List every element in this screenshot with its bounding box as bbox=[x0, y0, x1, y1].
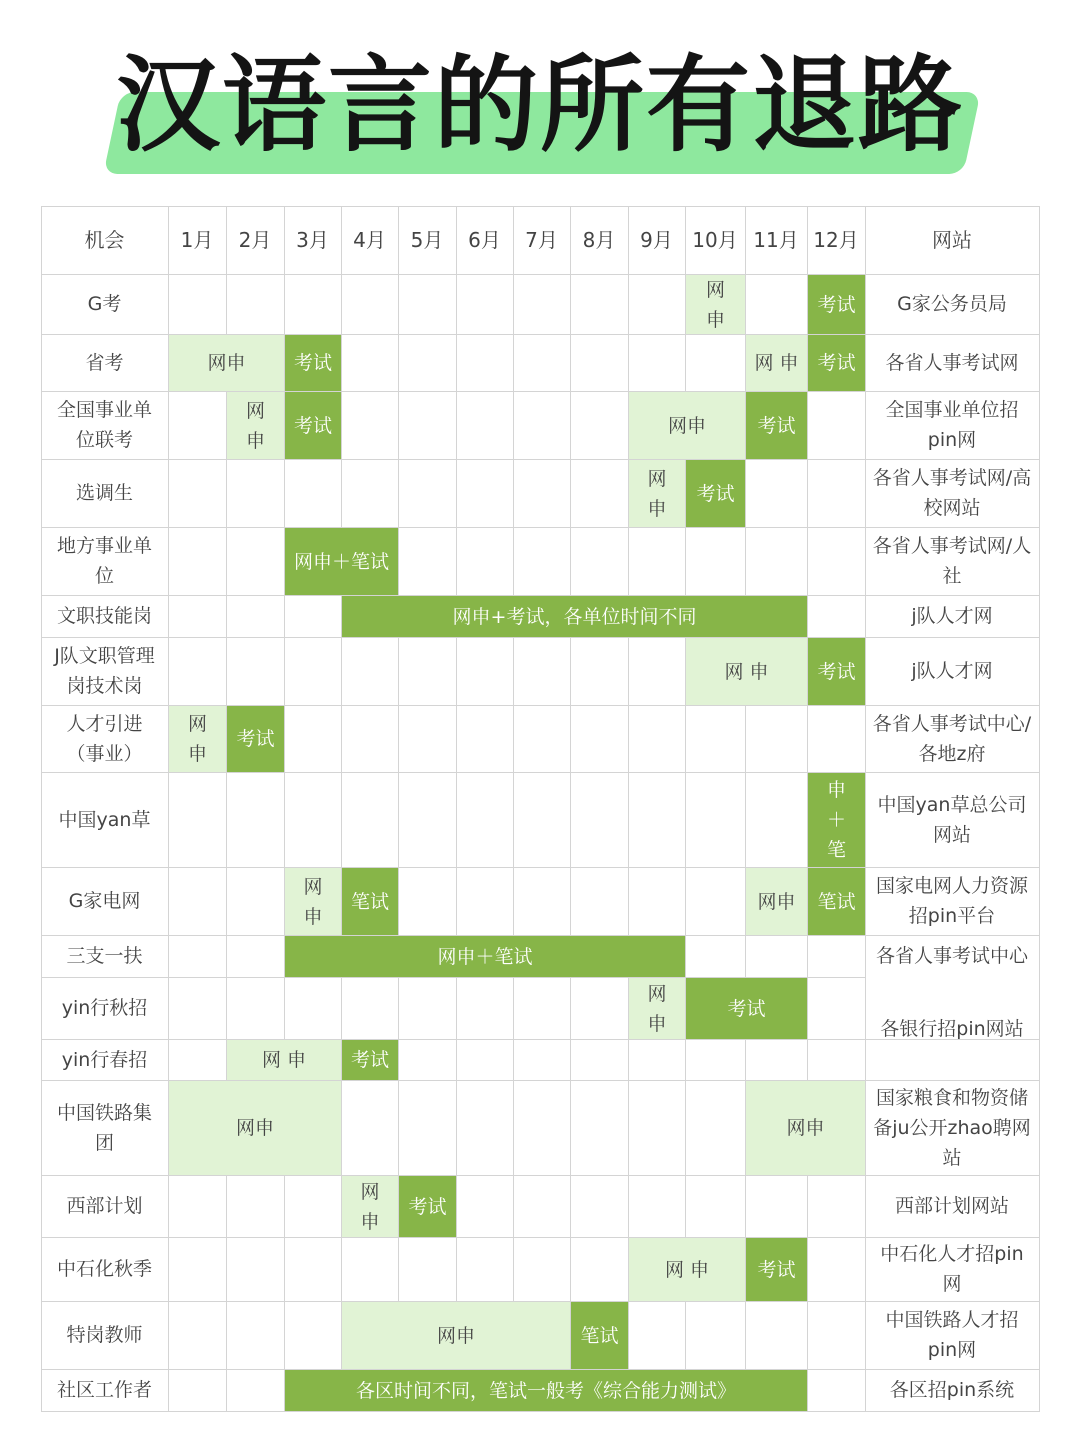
exam-bar: 考试 bbox=[808, 335, 865, 391]
grid-line bbox=[41, 391, 1040, 392]
exam-bar: 考试 bbox=[808, 275, 865, 334]
apply-bar: 网 申 bbox=[227, 1040, 341, 1080]
grid-line bbox=[41, 206, 1040, 207]
grid-line bbox=[41, 1175, 1040, 1176]
row-name: 特岗教师 bbox=[66, 1324, 143, 1346]
row-name: G家电网 bbox=[68, 890, 141, 912]
apply-bar: 网申 bbox=[629, 460, 685, 527]
apply-bar: 网申 bbox=[169, 1081, 341, 1175]
header-website: 网站 bbox=[932, 228, 972, 252]
row-name: 社区工作者 bbox=[56, 1379, 152, 1401]
apply-bar: 网 申 bbox=[629, 1238, 745, 1301]
exam-bar: 考试 bbox=[808, 638, 865, 705]
exam-bar: 考试 bbox=[285, 335, 341, 391]
exam-bar: 笔试 bbox=[571, 1302, 628, 1369]
apply-bar: 网申 bbox=[169, 335, 284, 391]
row-website: j队人才网 bbox=[911, 660, 993, 682]
exam-bar: 考试 bbox=[686, 978, 807, 1039]
row-website: 中国铁路人才招pin网 bbox=[885, 1309, 1019, 1361]
row-name: 地方事业单位 bbox=[56, 535, 152, 587]
header-month: 2月 bbox=[238, 228, 272, 252]
row-website: 各省人事考试网/人社 bbox=[872, 535, 1032, 587]
grid-line bbox=[41, 527, 1040, 528]
row-name: 三支一扶 bbox=[66, 945, 143, 967]
row-website: 各省人事考试网 bbox=[885, 351, 1019, 374]
exam-bar: 考试 bbox=[227, 706, 284, 772]
row-website: j队人才网 bbox=[911, 605, 993, 627]
exam-bar: 考试 bbox=[746, 392, 807, 459]
exam-bar: 各区时间不同，笔试一般考《综合能力测试》 bbox=[285, 1370, 807, 1411]
exam-bar: 考试 bbox=[746, 1238, 807, 1301]
row-website: 各省人事考试中心 bbox=[875, 945, 1028, 967]
row-website: 国家电网人力资源招pin平台 bbox=[875, 875, 1028, 927]
exam-bar: 考试 bbox=[686, 460, 745, 527]
row-name: 文职技能岗 bbox=[56, 605, 152, 627]
grid-line bbox=[1039, 206, 1040, 1412]
grid-line bbox=[41, 637, 1040, 638]
exam-bar: 笔试 bbox=[342, 868, 398, 935]
grid-line bbox=[865, 206, 866, 1412]
apply-bar: 网申 bbox=[227, 392, 284, 459]
header-month: 8月 bbox=[582, 228, 616, 252]
header-month: 4月 bbox=[353, 228, 386, 252]
exam-bar: 网申+考试，各单位时间不同 bbox=[342, 596, 807, 637]
grid-line bbox=[685, 206, 686, 1412]
apply-bar: 网申 bbox=[169, 706, 226, 772]
apply-bar: 网申 bbox=[285, 868, 341, 935]
grid-line bbox=[41, 274, 1040, 275]
exam-bar: 网申＋笔试 bbox=[285, 528, 398, 595]
apply-bar: 网申 bbox=[342, 1176, 398, 1237]
row-name: 中国铁路集团 bbox=[56, 1101, 152, 1154]
row-website: G家公务员局 bbox=[897, 293, 1007, 315]
header-month: 5月 bbox=[410, 228, 444, 252]
exam-bar: 考试 bbox=[285, 392, 341, 459]
row-name: G考 bbox=[87, 293, 122, 315]
apply-bar: 网 申 bbox=[686, 275, 745, 334]
exam-bar: 考试 bbox=[399, 1176, 456, 1237]
row-website: 各省人事考试中心/各地z府 bbox=[872, 712, 1032, 765]
row-name: J队文职管理岗技术岗 bbox=[54, 645, 155, 697]
apply-bar: 网申 bbox=[342, 1302, 570, 1369]
row-name: yin行秋招 bbox=[61, 997, 148, 1019]
grid-line bbox=[570, 206, 571, 1412]
header-month: 9月 bbox=[640, 228, 673, 252]
grid-line bbox=[41, 772, 1040, 773]
row-name: 人才引进（事业） bbox=[66, 712, 143, 765]
apply-bar: 网申 bbox=[629, 978, 685, 1039]
row-website: 全国事业单位招pin网 bbox=[885, 399, 1019, 451]
row-website: 国家粮食和物资储备ju公开zhao聘网站 bbox=[873, 1086, 1031, 1169]
header-month: 3月 bbox=[296, 228, 329, 252]
apply-bar: 网 申 bbox=[686, 638, 807, 705]
grid-line bbox=[41, 459, 1040, 460]
header-month: 11月 bbox=[753, 228, 799, 252]
grid-line bbox=[41, 206, 42, 1412]
page-title: 汉语言的所有退路 bbox=[115, 44, 964, 166]
row-name: 西部计划 bbox=[66, 1195, 143, 1217]
row-name: 中石化秋季 bbox=[56, 1258, 152, 1280]
apply-bar: 网申 bbox=[746, 868, 807, 935]
row-name: 省考 bbox=[85, 351, 124, 374]
header-month: 10月 bbox=[692, 228, 738, 252]
grid-line bbox=[513, 206, 514, 1412]
row-website: 中石化人才招pin网 bbox=[880, 1243, 1024, 1295]
exam-bar: 网申＋笔试 bbox=[285, 936, 685, 977]
grid-line bbox=[41, 1237, 1040, 1238]
header-month: 6月 bbox=[468, 228, 501, 252]
row-website: 各区招pin系统 bbox=[889, 1379, 1015, 1401]
grid-line bbox=[41, 1411, 1040, 1412]
apply-bar: 网申 bbox=[629, 392, 745, 459]
header-month: 1月 bbox=[180, 228, 214, 252]
row-name: 选调生 bbox=[75, 482, 133, 504]
row-name: 全国事业单位联考 bbox=[56, 399, 152, 451]
row-website: 各省人事考试网/高校网站 bbox=[872, 467, 1032, 519]
row-website: 各银行招pin网站 bbox=[880, 1017, 1024, 1040]
grid-line bbox=[628, 206, 629, 1412]
header-month: 12月 bbox=[813, 228, 859, 252]
header-month: 7月 bbox=[525, 228, 558, 252]
apply-bar: 网 申 bbox=[746, 335, 807, 391]
row-website: 西部计划网站 bbox=[894, 1195, 1009, 1217]
exam-bar: 考试 bbox=[342, 1040, 398, 1080]
grid-line bbox=[456, 206, 457, 1412]
row-website: 中国yan草总公司网站 bbox=[877, 793, 1027, 846]
exam-bar: 笔试 bbox=[808, 868, 865, 935]
apply-bar: 网申 bbox=[746, 1081, 865, 1175]
row-name: yin行春招 bbox=[61, 1048, 148, 1071]
row-name: 中国yan草 bbox=[58, 808, 151, 831]
header-opportunity: 机会 bbox=[84, 228, 125, 252]
exam-bar: 网申＋笔 bbox=[808, 773, 865, 867]
grid-line bbox=[41, 867, 1040, 868]
